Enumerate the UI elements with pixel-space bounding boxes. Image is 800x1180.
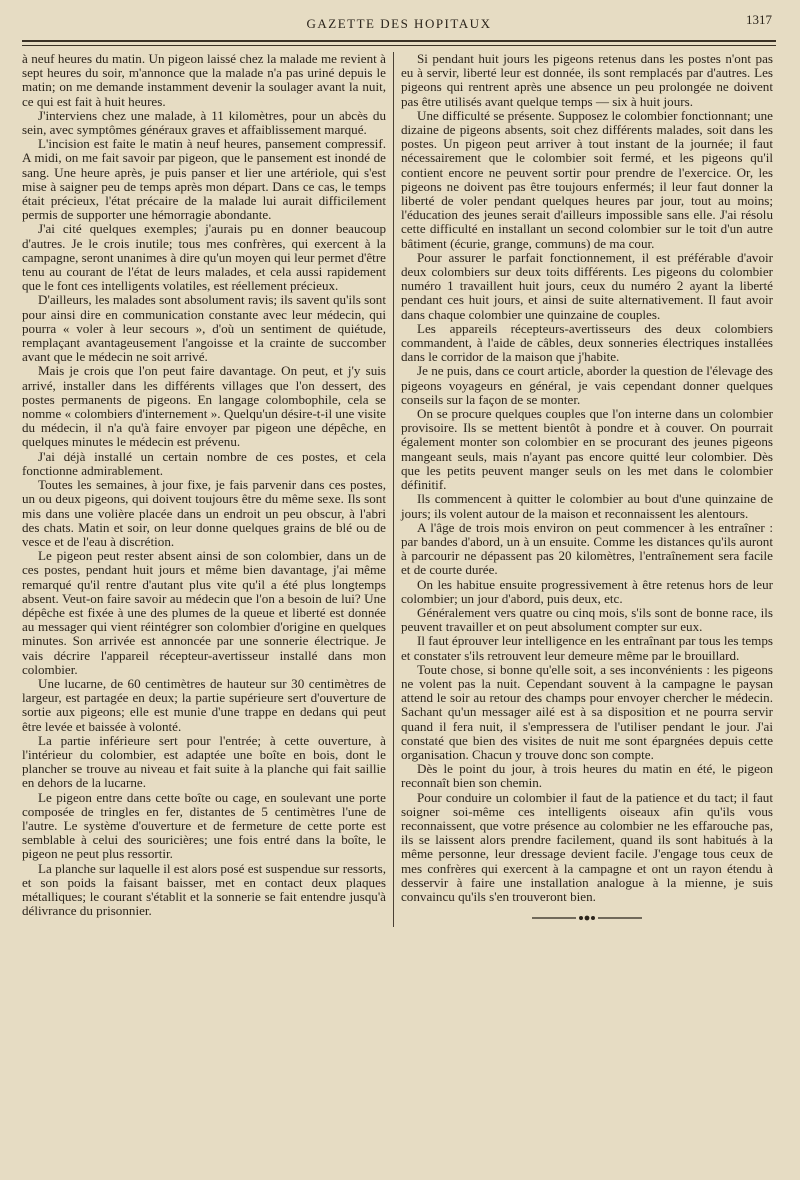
page-header	[22, 8, 776, 34]
ornament-rule-icon	[532, 914, 642, 922]
paragraph: La partie inférieure sert pour l'entrée; à cette ouverture, à l'intérieur du colombier, est adaptée une boîte en bois, dont le plancher se trouve au niveau et fait suite à la planche qui fait saillie en dehors de la lucarne.	[22, 732, 386, 791]
paragraph: On se procure quelques couples que l'on interne dans un colombier provisoire. Ils se mettent bientôt à pondre et à couver. On pourrait également monter son colombier en se procurant des jeunes pigeons mangeant seuls, mais n'ayant pas encore quitté leur colombier. Dès que les petits peuvent manger seuls on les met dans le colombier définitif.	[401, 406, 773, 493]
paragraph: Toutes les semaines, à jour fixe, je fais parvenir dans ces postes, un ou deux pigeons, qui doivent toujours être du même sexe. Ils sont mis dans une volière placée dans un endroit un peu obscur, à l'abri des chats. Matin et soir, on leur donne quelques grains de blé ou de vesce et de l'eau à discrétion.	[22, 477, 386, 549]
paragraph: Les appareils récepteurs-avertisseurs des deux colombiers commandent, à l'aide de câbles, deux sonneries électriques installées dans le corridor de la maison que j'habite.	[401, 320, 773, 365]
paragraph: Une lucarne, de 60 centimètres de hauteur sur 30 centimètres de largeur, est partagée en deux; la partie supérieure sert d'ouverture de sortie aux pigeons; elle est munie d'une trappe en dedans qui peut être levée et baissée à volonté.	[22, 675, 386, 734]
paragraph: Mais je crois que l'on peut faire davantage. On peut, et j'y suis arrivé, installer dans les différents villages que l'on dessert, des postes permanents de pigeons. En langage colombophile, cela se nomme « colombiers d'internement ». Quelqu'un désire-t-il une visite du médecin, il n'a qu'à faire envoyer par pigeon une dépêche, en quelques minutes le médecin est prévenu.	[22, 363, 386, 450]
column-divider	[393, 52, 394, 927]
paragraph: Si pendant huit jours les pigeons retenus dans les postes n'ont pas eu à servir, liberté leur est donnée, ils sont remplacés par d'autres. Les pigeons qui rentrent après une absence un peu prolongée ne doivent pas être utilisés avant quelque temps — six à huit jours.	[401, 51, 773, 109]
paragraph: D'ailleurs, les malades sont absolument ravis; ils savent qu'ils sont pour ainsi dire en communication constante avec leur médecin, qui pourra « voler à leur secours », d'où un sentiment de quiétude, remplaçant avantageusement l'angoisse et la crainte de succomber avant que le médecin ne soit arrivé.	[22, 292, 386, 365]
end-ornament	[401, 909, 773, 927]
header-rule	[22, 40, 776, 46]
right-column	[401, 52, 773, 927]
paragraph: Une difficulté se présente. Supposez le colombier fonctionnant; une dizaine de pigeons absents, soit chez différents malades, soit dans les postes. Un pigeon peut arriver à tout instant de la journée; il faut nécessairement que le colombier soit fermé, et les pigeons qu'il contient encore ne peuvent sortir pour prendre de l'exercice. Or, les pigeons ne doivent pas être toujours enfermés; il leur faut donner la liberté de voler pendant quelques heures par jour, tout au moins; l'éducation des jeunes serait d'ailleurs impossible sans elle. J'ai résolu cette difficulté en installant un second colombier sur le toit d'un autre bâtiment (écurie, grange, communs) de ma cour.	[401, 107, 773, 251]
paragraph: Pour assurer le parfait fonctionnement, il est préférable d'avoir deux colombiers sur deux toits différents. Les pigeons du colombier numéro 1 travaillent huit jours, ceux du numéro 2 ayant la liberté pendant ces huit jours, et ainsi de suite alternativement. Il faut avoir dans chaque colombier une quinzaine de couples.	[401, 249, 773, 322]
paragraph: L'incision est faite le matin à neuf heures, pansement compressif. A midi, on me fait savoir par pigeon, que le pansement est inondé de sang. Une heure après, je puis panser et lier une artériole, qui s'est mise à saigner peu de temps après mon départ. Dans ce cas, le temps était précieux, l'état précaire de la malade lui aurait difficilement permis de supporter une hémorragie abondante.	[22, 136, 386, 223]
article-columns	[22, 52, 776, 927]
paragraph: J'ai cité quelques exemples; j'aurais pu en donner beaucoup d'autres. Je le crois inutile; tous mes confrères, qui exercent à la campagne, seront unanimes à dire qu'un moyen qui leur permet d'être tenu au courant de l'état de leurs malades, et cela aussi rapidement que le font ces intelligents volatiles, est réellement précieux.	[22, 221, 386, 294]
paragraph: Ils commencent à quitter le colombier au bout d'une quinzaine de jours; ils volent autour de la maison et reconnaissent les alentours.	[401, 491, 773, 521]
paragraph: A l'âge de trois mois environ on peut commencer à les entraîner : par bandes d'abord, un à un ensuite. Comme les distances qu'ils auront à parcourir ne dépassent pas 20 kilomètres, l'entraînement sera facile et de courte durée.	[401, 519, 773, 578]
paragraph: Généralement vers quatre ou cinq mois, s'ils sont de bonne race, ils peuvent travailler et on peut absolument compter sur eux.	[401, 604, 773, 635]
paragraph: Pour conduire un colombier il faut de la patience et du tact; il faut soigner soi-même ces intelligents oiseaux afin qu'ils vous reconnaissent, que votre présence au colombier ne les effarouche pas, ils se laissent alors prendre facilement, quand ils sont habitués à la même personne, leur dressage devient facile. J'engage tous ceux de mes confrères qui exercent à la campagne et ont un rayon étendu à desservir à faire une installation analogue à la mienne, je suis convaincu qu'ils s'en trouveront bien.	[401, 789, 773, 904]
paragraph: Le pigeon entre dans cette boîte ou cage, en soulevant une porte composée de tringles en fer, distantes de 5 centimètres l'une de l'autre. Le système d'ouverture et de fermeture de cette porte est semblable à celui des souricières; une fois entré dans la boîte, le pigeon ne peut plus ressortir.	[22, 789, 386, 862]
paragraph: On les habitue ensuite progressivement à être retenus hors de leur colombier; un jour d'abord, puis deux, etc.	[401, 576, 773, 606]
paragraph: J'interviens chez une malade, à 11 kilomètres, pour un abcès du sein, avec symptômes généraux graves et affaiblissement marqué.	[22, 107, 386, 138]
page-number: 1317	[746, 12, 772, 27]
paragraph: J'ai déjà installé un certain nombre de ces postes, et cela fonctionne admirablement.	[22, 448, 386, 478]
paragraph: Le pigeon peut rester absent ainsi de son colombier, dans un de ces postes, pendant huit jours et même bien davantage, j'ai même remarqué qu'il rentre d'autant plus vite qu'il a été plus longtemps absent. Veut-on faire savoir au médecin que l'on a besoin de lui? Une dépêche est fixée à une des plumes de la queue et liberté est donnée au messager qui vient réintégrer son colombier d'origine en quelques minutes. Son arrivée est annoncée par une sonnerie électrique. Je vais décrire l'appareil récepteur-avertisseur installé dans mon colombier.	[22, 548, 386, 677]
paragraph: à neuf heures du matin. Un pigeon laissé chez la malade me revient à sept heures du soir, m'annonce que la malade n'a pas uriné depuis le matin; on me demande instamment devenir la soulager avant la nuit, ce qui est fait à huit heures.	[22, 51, 386, 109]
paragraph: Il faut éprouver leur intelligence en les entraînant par tous les temps et constater s'ils retrouvent leur demeure même par le brouillard.	[401, 633, 773, 663]
left-column	[22, 52, 386, 927]
paragraph: Toute chose, si bonne qu'elle soit, a ses inconvénients : les pigeons ne volent pas la nuit. Cependant souvent à la campagne le paysan attend le soir au retour des champs pour envoyer chercher le médecin. Sachant qu'un messager ailé est à sa disposition et ne pourra servir quand il fera nuit, il s'empressera de l'utiliser pendant le jour. J'ai constaté que bien des visites de nuit me sont épargnées depuis cette organisation. Chacun y trouve donc son compte.	[401, 661, 773, 762]
publication-title: GAZETTE DES HOPITAUX	[306, 16, 492, 31]
paragraph: Dès le point du jour, à trois heures du matin en été, le pigeon reconnaît bien son chemin.	[401, 761, 773, 791]
paragraph: La planche sur laquelle il est alors posé est suspendue sur ressorts, et son poids la faisant baisser, met en contact deux plaques métalliques; le courant s'établit et la sonnerie se fait entendre jusqu'à délivrance du prisonnier.	[22, 860, 386, 919]
paragraph: Je ne puis, dans ce court article, aborder la question de l'élevage des pigeons voyageurs en général, je vais cependant donner quelques conseils sur la façon de se monter.	[401, 363, 773, 407]
